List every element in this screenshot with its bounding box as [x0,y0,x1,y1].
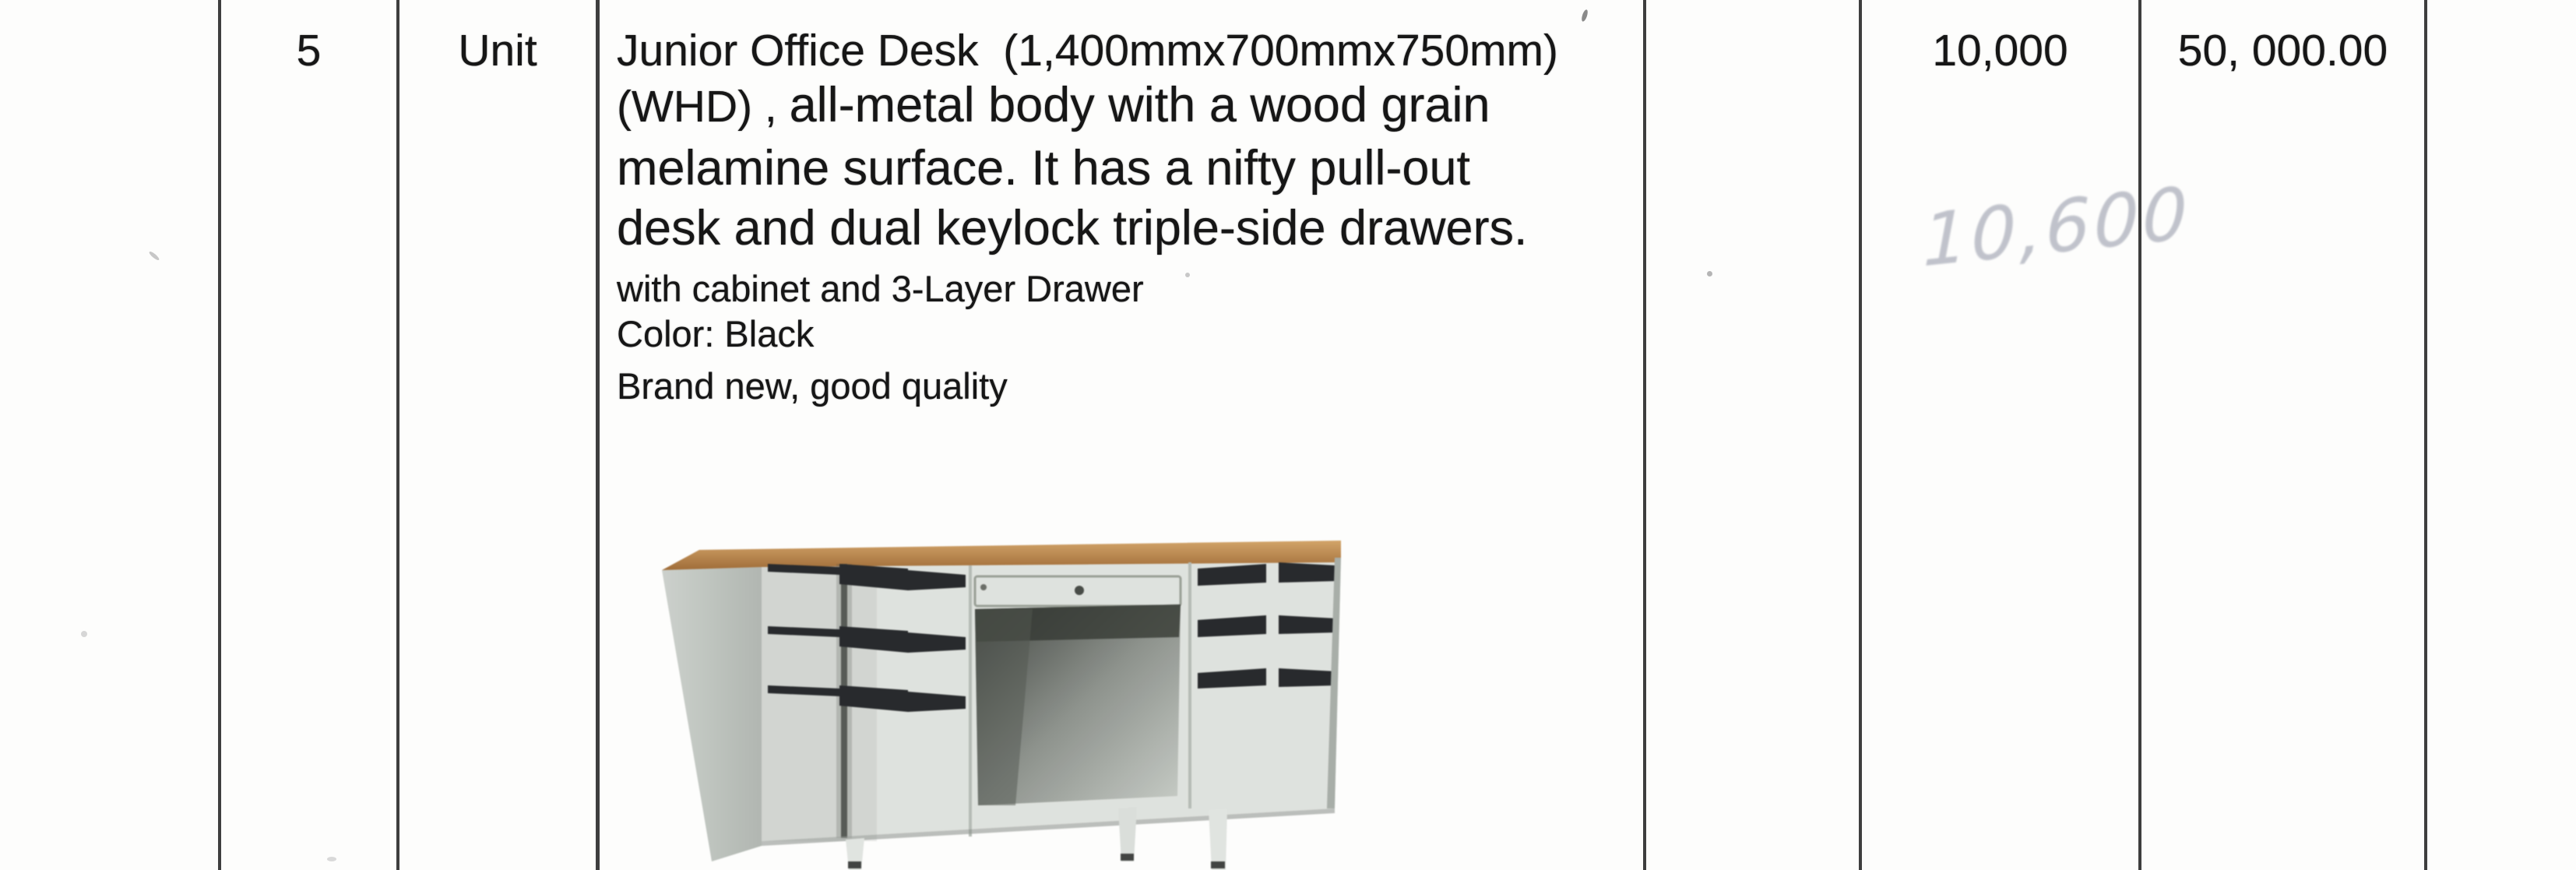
handwritten-price-note: 10,600 [1922,171,2191,284]
column-line-7 [2424,0,2427,870]
column-line-5 [1859,0,1862,870]
product-photo-desk-image [643,519,1375,870]
scan-artifact [1581,9,1589,22]
scan-artifact [1185,273,1190,277]
scan-artifact [148,250,160,261]
column-line-1 [218,0,221,870]
amount-cell: 50, 000.00 [2177,26,2388,76]
desk-drawer-screw [980,584,987,590]
column-line-6 [2138,0,2141,870]
column-line-2 [396,0,399,870]
description-line [617,78,1490,132]
description-line2-prefix: (WHD) , [617,82,790,132]
desk-keyhole [1075,586,1084,595]
description-line: desk and dual keylock triple-side drawers. [617,201,1528,255]
description-line: Brand new, good quality [617,365,1008,407]
scan-artifact [327,857,336,861]
scan-artifact [81,631,87,637]
unit-price-cell: 10,000 [1932,26,2068,76]
desk-seam-right [1188,562,1191,808]
description-line2-rest: all-metal body with a wood grain [789,78,1490,132]
column-line-4 [1643,0,1646,870]
desk-side-panel [662,565,762,861]
desk-seam-left [969,565,972,837]
scan-artifact [1707,271,1712,276]
description-line: Junior Office Desk (1,400mmx700mmx750mm) [617,26,1558,76]
unit-cell: Unit [458,26,537,76]
quantity-cell: 5 [296,26,322,76]
column-line-3 [596,0,600,870]
description-line: with cabinet and 3-Layer Drawer [617,268,1144,309]
description-line: melamine surface. It has a nifty pull-out [617,141,1471,195]
description-line: Color: Black [617,313,815,354]
